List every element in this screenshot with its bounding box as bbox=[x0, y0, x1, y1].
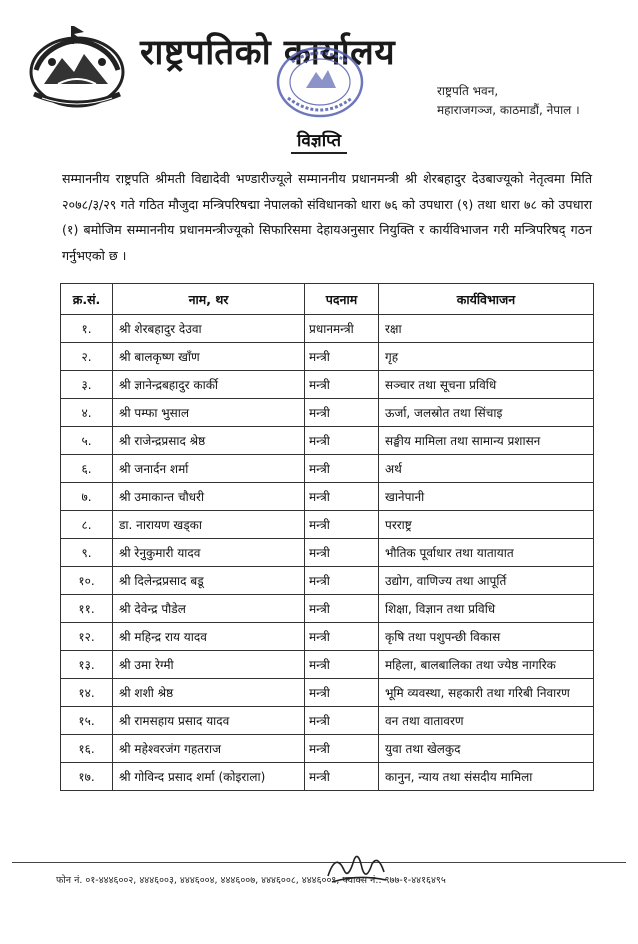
cell-portfolio: कानुन, न्याय तथा संसदीय मामिला bbox=[379, 763, 594, 791]
cell-sn: २. bbox=[61, 343, 113, 371]
cell-name: श्री रेनुकुमारी यादव bbox=[113, 539, 305, 567]
ministers-table bbox=[60, 283, 594, 791]
cell-post: मन्त्री bbox=[305, 399, 379, 427]
table-row bbox=[61, 595, 594, 623]
table-row bbox=[61, 539, 594, 567]
cell-portfolio: भौतिक पूर्वाधार तथा यातायात bbox=[379, 539, 594, 567]
cell-name: डा. नारायण खड्का bbox=[113, 511, 305, 539]
header-name: नाम, थर bbox=[113, 284, 305, 315]
notice-title-text: विज्ञप्ति bbox=[291, 131, 347, 154]
cell-portfolio: वन तथा वातावरण bbox=[379, 707, 594, 735]
cell-sn: १७. bbox=[61, 763, 113, 791]
cell-post: मन्त्री bbox=[305, 371, 379, 399]
cell-sn: १३. bbox=[61, 651, 113, 679]
cell-post: मन्त्री bbox=[305, 539, 379, 567]
cell-sn: १४. bbox=[61, 679, 113, 707]
cell-post: प्रधानमन्त्री bbox=[305, 315, 379, 343]
cell-name: श्री राजेन्द्रप्रसाद श्रेष्ठ bbox=[113, 427, 305, 455]
table-row bbox=[61, 651, 594, 679]
notice-body: सम्माननीय राष्ट्रपति श्रीमती विद्यादेवी भण्डारीज्यूले सम्माननीय प्रधानमन्त्री श्री शेरबहादुर देउबाज्यूको नेतृत्वमा मिति २०७८/३/२९ गते गठित मौजुदा मन्त्रिपरिषद्मा नेपालको संविधानको धारा ७६ को उपधारा (९) तथा धारा ७८ को उपधारा (१) बमोजिम सम्माननीय प्रधानमन्त्रीज्यूको सिफारिसमा देहायअनुसार नियुक्ति र कार्यविभाजन गरी मन्त्रिपरिषद् गठन गर्नुभएको छ । bbox=[62, 171, 592, 263]
cell-post: मन्त्री bbox=[305, 707, 379, 735]
cell-name: श्री उमा रेग्मी bbox=[113, 651, 305, 679]
cell-post: मन्त्री bbox=[305, 763, 379, 791]
cell-sn: ५. bbox=[61, 427, 113, 455]
cell-sn: १६. bbox=[61, 735, 113, 763]
table-row bbox=[61, 623, 594, 651]
cell-sn: ७. bbox=[61, 483, 113, 511]
footer-contact: फोन नं. ०१-४४४६००२, ४४४६००३, ४४४६००४, ४४४६००७, ४४४६००८, ४४४६००९, फ्याक्स नं.: ९७७-१-४४१६४९५ bbox=[56, 875, 446, 886]
table-row bbox=[61, 343, 594, 371]
cell-post: मन्त्री bbox=[305, 679, 379, 707]
cell-name: श्री ज्ञानेन्द्रबहादुर कार्की bbox=[113, 371, 305, 399]
national-emblem-icon bbox=[22, 22, 132, 112]
address-line-1: राष्ट्रपति भवन, bbox=[437, 84, 499, 98]
cell-portfolio: ऊर्जा, जलस्रोत तथा सिंचाइ bbox=[379, 399, 594, 427]
cell-portfolio: महिला, बालबालिका तथा ज्येष्ठ नागरिक bbox=[379, 651, 594, 679]
cell-name: श्री बालकृष्ण खाँण bbox=[113, 343, 305, 371]
cell-name: श्री रामसहाय प्रसाद यादव bbox=[113, 707, 305, 735]
cell-post: मन्त्री bbox=[305, 735, 379, 763]
table-row bbox=[61, 707, 594, 735]
cell-portfolio: रक्षा bbox=[379, 315, 594, 343]
header-portfolio: कार्यविभाजन bbox=[379, 284, 594, 315]
cell-sn: ११. bbox=[61, 595, 113, 623]
cell-name: श्री शेरबहादुर देउवा bbox=[113, 315, 305, 343]
cell-sn: १०. bbox=[61, 567, 113, 595]
cell-portfolio: सञ्चार तथा सूचना प्रविधि bbox=[379, 371, 594, 399]
cell-sn: ६. bbox=[61, 455, 113, 483]
cell-post: मन्त्री bbox=[305, 511, 379, 539]
table-header-row bbox=[61, 284, 594, 315]
cell-portfolio: युवा तथा खेलकुद bbox=[379, 735, 594, 763]
cell-name: श्री महेश्वरजंग गहतराज bbox=[113, 735, 305, 763]
table-row bbox=[61, 427, 594, 455]
cell-portfolio: उद्योग, वाणिज्य तथा आपूर्ति bbox=[379, 567, 594, 595]
cell-post: मन्त्री bbox=[305, 651, 379, 679]
table-row bbox=[61, 511, 594, 539]
cell-post: मन्त्री bbox=[305, 483, 379, 511]
office-seal-icon bbox=[272, 42, 368, 122]
footer-divider bbox=[12, 862, 626, 863]
cell-sn: १५. bbox=[61, 707, 113, 735]
table-row bbox=[61, 735, 594, 763]
cell-sn: ४. bbox=[61, 399, 113, 427]
cell-name: श्री उमाकान्त चौधरी bbox=[113, 483, 305, 511]
office-name: राष्ट्रपतिको कार्यालय bbox=[140, 33, 396, 73]
cell-post: मन्त्री bbox=[305, 595, 379, 623]
cell-name: श्री देवेन्द्र पौडेल bbox=[113, 595, 305, 623]
table-row bbox=[61, 483, 594, 511]
cell-portfolio: सङ्घीय मामिला तथा सामान्य प्रशासन bbox=[379, 427, 594, 455]
cell-portfolio: परराष्ट्र bbox=[379, 511, 594, 539]
cell-portfolio: शिक्षा, विज्ञान तथा प्रविधि bbox=[379, 595, 594, 623]
cell-post: मन्त्री bbox=[305, 567, 379, 595]
cell-portfolio: खानेपानी bbox=[379, 483, 594, 511]
cell-sn: ९. bbox=[61, 539, 113, 567]
cell-post: मन्त्री bbox=[305, 455, 379, 483]
cell-sn: ३. bbox=[61, 371, 113, 399]
address-line-2: महाराजगञ्ज, काठमाडौं, नेपाल । bbox=[437, 103, 580, 117]
cell-sn: १२. bbox=[61, 623, 113, 651]
cell-portfolio: कृषि तथा पशुपन्छी विकास bbox=[379, 623, 594, 651]
table-row bbox=[61, 763, 594, 791]
table-row bbox=[61, 399, 594, 427]
cell-post: मन्त्री bbox=[305, 623, 379, 651]
cell-name: श्री गोविन्द प्रसाद शर्मा (कोइराला) bbox=[113, 763, 305, 791]
cell-sn: १. bbox=[61, 315, 113, 343]
table-row bbox=[61, 679, 594, 707]
cell-portfolio: भूमि व्यवस्था, सहकारी तथा गरिबी निवारण bbox=[379, 679, 594, 707]
cell-post: मन्त्री bbox=[305, 343, 379, 371]
table-row bbox=[61, 455, 594, 483]
cell-name: श्री जनार्दन शर्मा bbox=[113, 455, 305, 483]
cell-name: श्री दिलेन्द्रप्रसाद बडू bbox=[113, 567, 305, 595]
header-post: पदनाम bbox=[305, 284, 379, 315]
cell-name: श्री महिन्द्र राय यादव bbox=[113, 623, 305, 651]
table-row bbox=[61, 567, 594, 595]
cell-portfolio: अर्थ bbox=[379, 455, 594, 483]
cell-name: श्री पम्फा भुसाल bbox=[113, 399, 305, 427]
table-body bbox=[61, 315, 594, 791]
table-row bbox=[61, 371, 594, 399]
cell-name: श्री शशी श्रेष्ठ bbox=[113, 679, 305, 707]
cell-sn: ८. bbox=[61, 511, 113, 539]
table-row bbox=[61, 315, 594, 343]
cell-post: मन्त्री bbox=[305, 427, 379, 455]
header-sn: क्र.सं. bbox=[61, 284, 113, 315]
office-address bbox=[437, 82, 580, 120]
notice-title bbox=[0, 128, 638, 151]
cell-portfolio: गृह bbox=[379, 343, 594, 371]
